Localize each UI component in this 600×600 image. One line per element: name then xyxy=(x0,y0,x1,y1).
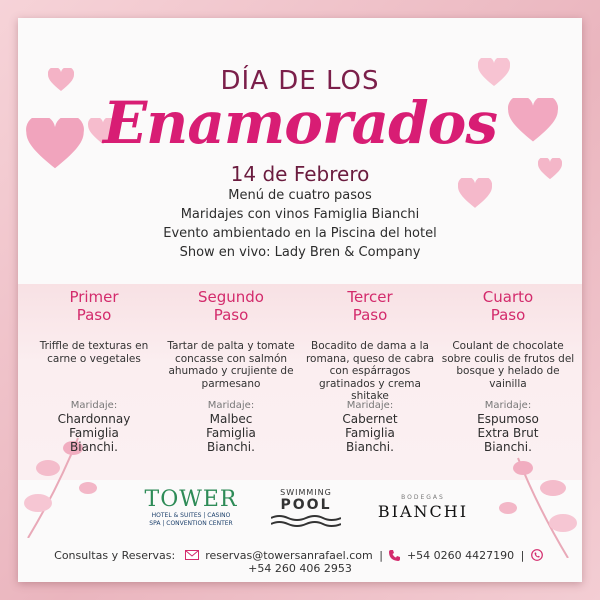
maridaje-wine: Chardonnay Famiglia Bianchi. xyxy=(57,412,131,454)
info-line: Show en vivo: Lady Bren & Company xyxy=(179,245,421,260)
event-date: 14 de Febrero xyxy=(230,162,370,186)
course-column xyxy=(24,288,164,454)
footer-label: Consultas y Reservas: xyxy=(54,548,176,562)
wave-icon xyxy=(271,514,341,528)
maridaje-label: Maridaje: xyxy=(207,400,255,411)
title-top: DÍA DE LOS xyxy=(220,66,380,96)
footer-contact: Consultas y Reservas: reservas@towersanrafael.com | +54 0260 4427190 | +54 260 406 2953 xyxy=(18,548,582,575)
sponsor-logos xyxy=(18,488,582,548)
course-title: Cuarto Paso xyxy=(482,288,534,324)
course-column xyxy=(161,288,301,454)
course-column xyxy=(300,288,440,454)
course-description: Triffle de texturas en carne o vegetales xyxy=(39,340,149,365)
info-line: Evento ambientado en la Piscina del hotel xyxy=(163,226,437,241)
whatsapp-link[interactable]: +54 260 406 2953 xyxy=(248,562,352,575)
course-title: Primer Paso xyxy=(69,288,119,324)
phone-icon xyxy=(389,550,400,561)
info-line: Maridajes con vinos Famiglia Bianchi xyxy=(180,207,420,222)
maridaje-wine: Cabernet Famiglia Bianchi. xyxy=(342,412,398,454)
tower-logo: TOWER HOTEL & SUITES | CASINO SPA | CONVENTION CENTER xyxy=(144,487,238,527)
course-description: Bocadito de dama a la romana, queso de cabra con espárragos gratinados y crema shitake xyxy=(305,340,435,402)
course-title: Tercer Paso xyxy=(347,288,393,324)
swimming-pool-logo: SWIMMING POOL xyxy=(266,488,346,532)
bianchi-logo: BODEGAS BIANCHI xyxy=(377,494,469,521)
course-description: Tartar de palta y tomate concasse con salmón ahumado y crujiente de parmesano xyxy=(167,340,295,390)
maridaje-wine: Malbec Famiglia Bianchi. xyxy=(206,412,256,454)
maridaje-label: Maridaje: xyxy=(70,400,118,411)
whatsapp-icon xyxy=(531,549,543,561)
course-description: Coulant de chocolate sobre coulis de frutos del bosque y helado de vainilla xyxy=(441,340,575,390)
maridaje-label: Maridaje: xyxy=(346,400,394,411)
phone-link[interactable]: +54 0260 4427190 xyxy=(406,548,515,562)
mail-icon xyxy=(185,550,199,560)
title-script: Enamorados xyxy=(102,89,498,157)
invitation-card xyxy=(18,18,582,582)
maridaje-label: Maridaje: xyxy=(484,400,532,411)
course-title: Segundo Paso xyxy=(198,288,264,324)
maridaje-wine: Espumoso Extra Brut Bianchi. xyxy=(477,412,539,454)
email-link[interactable]: reservas@towersanrafael.com xyxy=(205,548,373,562)
course-column xyxy=(438,288,578,454)
info-line: Menú de cuatro pasos xyxy=(228,188,372,203)
